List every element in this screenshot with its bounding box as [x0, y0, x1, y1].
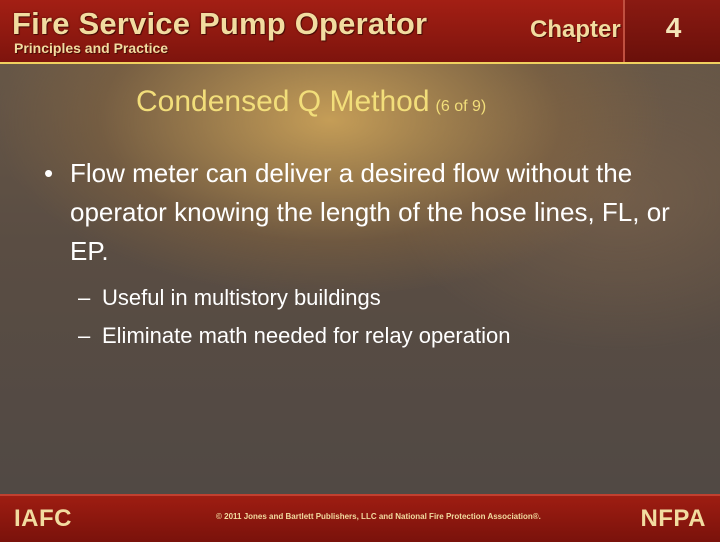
book-subtitle: Principles and Practice: [14, 40, 169, 56]
sub-bullet-text: Eliminate math needed for relay operation: [102, 323, 511, 348]
chapter-number: 4: [665, 12, 682, 43]
header-bar: [0, 0, 720, 64]
chapter-label: Chapter: [530, 16, 621, 43]
copyright-notice: © 2011 Jones and Bartlett Publishers, LLC and National Fire Protection Association®.: [216, 512, 541, 521]
slide-title: [136, 85, 486, 119]
sub-bullet-text: Useful in multistory buildings: [102, 285, 381, 310]
sub-bullet-marker: –: [78, 323, 91, 348]
slide-content: [44, 154, 684, 355]
bullet-text: Flow meter can deliver a desired flow without the operator knowing the length of the hose lines, FL, or EP.: [70, 158, 670, 266]
bullet-item: [44, 154, 684, 271]
sub-bullet-list: [44, 279, 684, 355]
bullet-marker: •: [44, 158, 54, 188]
book-title: Fire Service Pump Operator: [12, 6, 428, 41]
slide-title-text: Condensed Q Method: [136, 85, 430, 118]
sub-bullet-item: [78, 279, 684, 317]
slide-title-count: (6 of 9): [435, 98, 487, 115]
sub-bullet-marker: –: [78, 285, 91, 310]
chapter-box: [623, 0, 720, 62]
nfpa-logo: NFPA: [640, 505, 706, 532]
footer-bar: [0, 494, 720, 542]
iafc-logo: IAFC: [14, 505, 72, 532]
sub-bullet-item: [78, 317, 684, 355]
